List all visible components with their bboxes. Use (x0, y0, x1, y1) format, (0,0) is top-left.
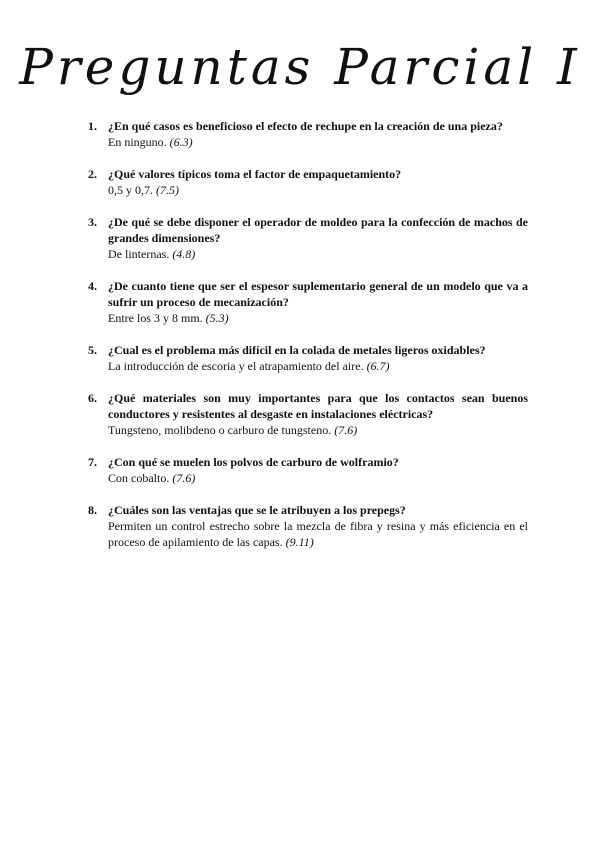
question-text: ¿Qué materiales son muy importantes para que los contactos sean buenos conductores y resistentes al desgaste en instalaciones eléctricas? (108, 391, 528, 421)
question-item (88, 214, 528, 262)
section-reference: (4.8) (172, 247, 196, 261)
question-number: 1. (88, 119, 97, 133)
question-text: ¿Con qué se muelen los polvos de carburo de wolframio? (108, 455, 399, 469)
question-item (88, 278, 528, 326)
question-item (88, 118, 528, 150)
question-number: 8. (88, 503, 97, 517)
question-item (88, 342, 528, 374)
answer (108, 518, 528, 550)
question-item (88, 390, 528, 438)
question-text: ¿Qué valores típicos toma el factor de empaquetamiento? (108, 167, 402, 181)
answer (108, 182, 528, 198)
answer (108, 358, 528, 374)
question-item (88, 454, 528, 486)
question-number: 3. (88, 215, 97, 229)
answer (108, 310, 528, 326)
section-reference: (7.5) (156, 183, 179, 197)
answer-text: Tungsteno, molibdeno o carburo de tungsteno. (108, 423, 332, 437)
question-text: ¿De qué se debe disponer el operador de moldeo para la confección de machos de grandes dimensiones? (108, 215, 528, 245)
question-number: 2. (88, 167, 97, 181)
answer-text: 0,5 y 0,7. (108, 183, 153, 197)
question-text: ¿De cuanto tiene que ser el espesor suplementario general de un modelo que va a sufrir un proceso de mecanización? (108, 279, 528, 309)
question-text: ¿Cual es el problema más difícil en la colada de metales ligeros oxidables? (108, 343, 486, 357)
question-text: ¿Cuáles son las ventajas que se le atribuyen a los prepegs? (108, 503, 406, 517)
section-reference: (7.6) (172, 471, 196, 485)
answer-text: Entre los 3 y 8 mm. (108, 311, 203, 325)
answer-text: En ninguno. (108, 135, 167, 149)
question-number: 7. (88, 455, 97, 469)
question-item (88, 502, 528, 550)
question-number: 6. (88, 391, 97, 405)
question-item (88, 166, 528, 198)
question-number: 4. (88, 279, 97, 293)
answer (108, 470, 528, 486)
answer-text: La introducción de escoria y el atrapamiento del aire. (108, 359, 364, 373)
answer (108, 422, 528, 438)
section-reference: (6.7) (366, 359, 390, 373)
section-reference: (5.3) (205, 311, 229, 325)
section-reference: (6.3) (169, 135, 193, 149)
section-reference: (9.11) (285, 535, 314, 549)
section-reference: (7.6) (334, 423, 358, 437)
answer (108, 134, 528, 150)
answer (108, 246, 528, 262)
question-text: ¿En qué casos es beneficioso el efecto de rechupe en la creación de una pieza? (108, 119, 503, 133)
question-list (88, 118, 528, 566)
page-title: Preguntas Parcial I (19, 38, 581, 96)
question-number: 5. (88, 343, 97, 357)
answer-text: Con cobalto. (108, 471, 170, 485)
answer-text: De linternas. (108, 247, 170, 261)
answer-text: Permiten un control estrecho sobre la mezcla de fibra y resina y más eficiencia en el proceso de apilamiento de las capas. (108, 519, 528, 549)
